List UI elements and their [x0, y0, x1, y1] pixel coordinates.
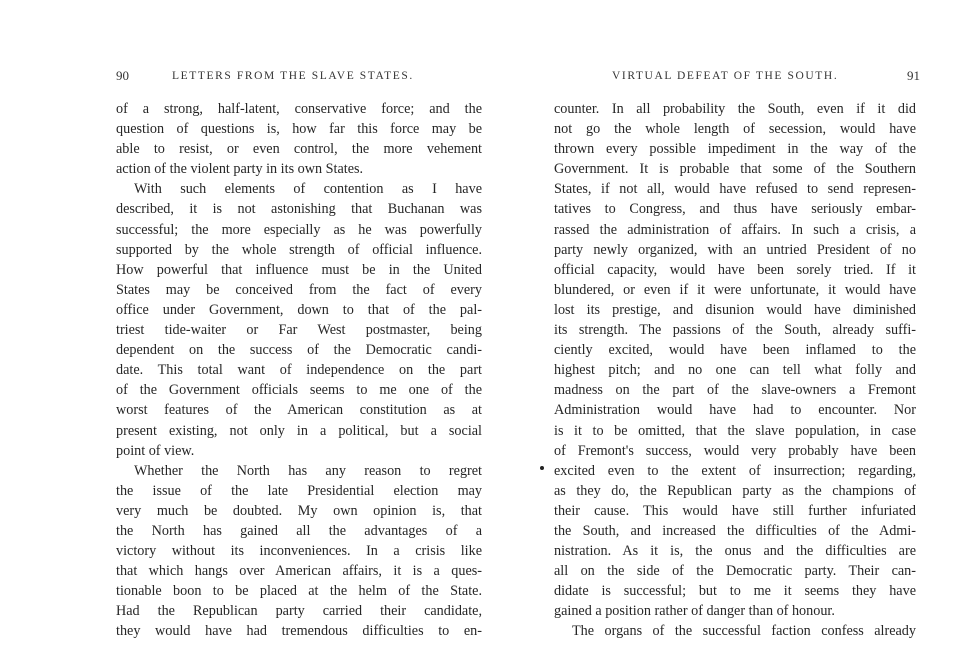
text-line: States, if not all, would have refused to send represen- — [554, 181, 916, 198]
text-line: of a strong, half-latent, conservative force; and the — [116, 101, 482, 117]
text-line: party newly organized, with an untried President of no — [554, 241, 916, 258]
text-line: Whether the North has any reason to regret — [134, 462, 482, 479]
text-line: dependent on the success of the Democratic candi- — [116, 342, 482, 359]
text-line: is it to be omitted, that the slave population, in case — [554, 422, 916, 439]
text-line: excited even to the extent of insurrection; regarding, — [554, 462, 916, 479]
left-page-header — [116, 70, 482, 86]
text-line: that which hangs over American affairs, it is a ques- — [116, 563, 482, 580]
text-line: Government. It is probable that some of the Southern — [554, 161, 916, 178]
text-line: the South, and increased the difficulties of the Admi- — [554, 522, 916, 539]
left-running-head: LETTERS FROM THE SLAVE STATES. — [172, 70, 414, 82]
text-line: gained a position rather of danger than of honour. — [554, 603, 835, 620]
margin-mark — [540, 466, 544, 470]
text-line: tatives to Congress, and thus have seriously embar- — [554, 201, 916, 218]
text-line: tionable boon to be placed at the helm of the State. — [116, 583, 482, 600]
text-line: victory without its inconveniences. In a crisis like — [116, 543, 482, 560]
right-page-header — [554, 70, 920, 86]
right-running-head: VIRTUAL DEFEAT OF THE SOUTH. — [612, 70, 839, 82]
left-page-number: 90 — [116, 68, 129, 83]
text-line: With such elements of contention as I have — [134, 181, 482, 198]
text-line: rassed the administration of affairs. In such a crisis, a — [554, 221, 916, 238]
text-line: ciently excited, would have been inflamed to the — [554, 342, 916, 359]
text-line: not go the whole length of secession, would have — [554, 121, 916, 138]
text-line: The organs of the successful faction confess already — [572, 623, 916, 640]
text-line: How powerful that influence must be in the United — [116, 261, 482, 278]
text-line: able to resist, or even control, the more vehement — [116, 141, 482, 158]
text-line: question of questions is, how far this force may be — [116, 121, 482, 138]
text-line: supported by the whole strength of official influence. — [116, 241, 482, 258]
text-line: of Fremont's success, would very probably have been — [554, 442, 916, 459]
text-line: Had the Republican party carried their candidate, — [116, 603, 482, 620]
text-line: present existing, not only in a political, but a social — [116, 422, 482, 439]
text-line: action of the violent party in its own States. — [116, 161, 364, 178]
text-line: very much be doubted. My own opinion is, that — [116, 502, 482, 519]
text-line: worst features of the American constitution as at — [116, 402, 482, 419]
text-line: all on the side of the Democratic party. Their can- — [554, 563, 916, 580]
text-line: the North has gained all the advantages of a — [116, 522, 482, 539]
text-line: blundered, or even if it were unfortunate, it would have — [554, 281, 916, 298]
text-line: highest pitch; and no one can tell what folly and — [554, 362, 916, 379]
text-line: described, it is not astonishing that Buchanan was — [116, 201, 482, 218]
left-page-text — [116, 99, 482, 642]
text-line: thrown every possible impediment in the way of the — [554, 141, 916, 158]
text-line: Administration would have had to encounter. Nor — [554, 402, 916, 419]
text-line: they would have had tremendous difficulties to en- — [116, 623, 482, 640]
text-line: official capacity, would have been sorely tried. If it — [554, 261, 916, 278]
right-page-text — [554, 99, 916, 642]
text-line: of the Government officials seems to me one of the — [116, 382, 482, 399]
text-line: date. This total want of independence on the part — [116, 362, 482, 379]
right-page-number: 91 — [907, 68, 920, 83]
right-page — [490, 0, 980, 668]
text-line: nistration. As it is, the onus and the difficulties are — [554, 543, 916, 560]
text-line: lost its prestige, and disunion would have diminished — [554, 301, 916, 318]
text-line: office under Government, down to that of the pal- — [116, 301, 482, 318]
text-line: point of view. — [116, 442, 195, 459]
text-line: counter. In all probability the South, even if it did — [554, 101, 916, 117]
text-line: States may be conceived from the fact of every — [116, 281, 482, 298]
text-line: as they do, the Republican party as the champions of — [554, 482, 916, 499]
text-line: their cause. This would have still further infuriated — [554, 502, 916, 519]
text-line: madness on the part of the slave-owners a Fremont — [554, 382, 916, 399]
text-line: the issue of the late Presidential election may — [116, 482, 482, 499]
text-line: its strength. The passions of the South, already suffi- — [554, 322, 916, 339]
text-line: triest tide-waiter or Far West postmaster, being — [116, 322, 482, 339]
text-line: successful; the more especially as he was powerfully — [116, 221, 482, 238]
text-line: didate is successful; but to me it seems they have — [554, 583, 916, 600]
